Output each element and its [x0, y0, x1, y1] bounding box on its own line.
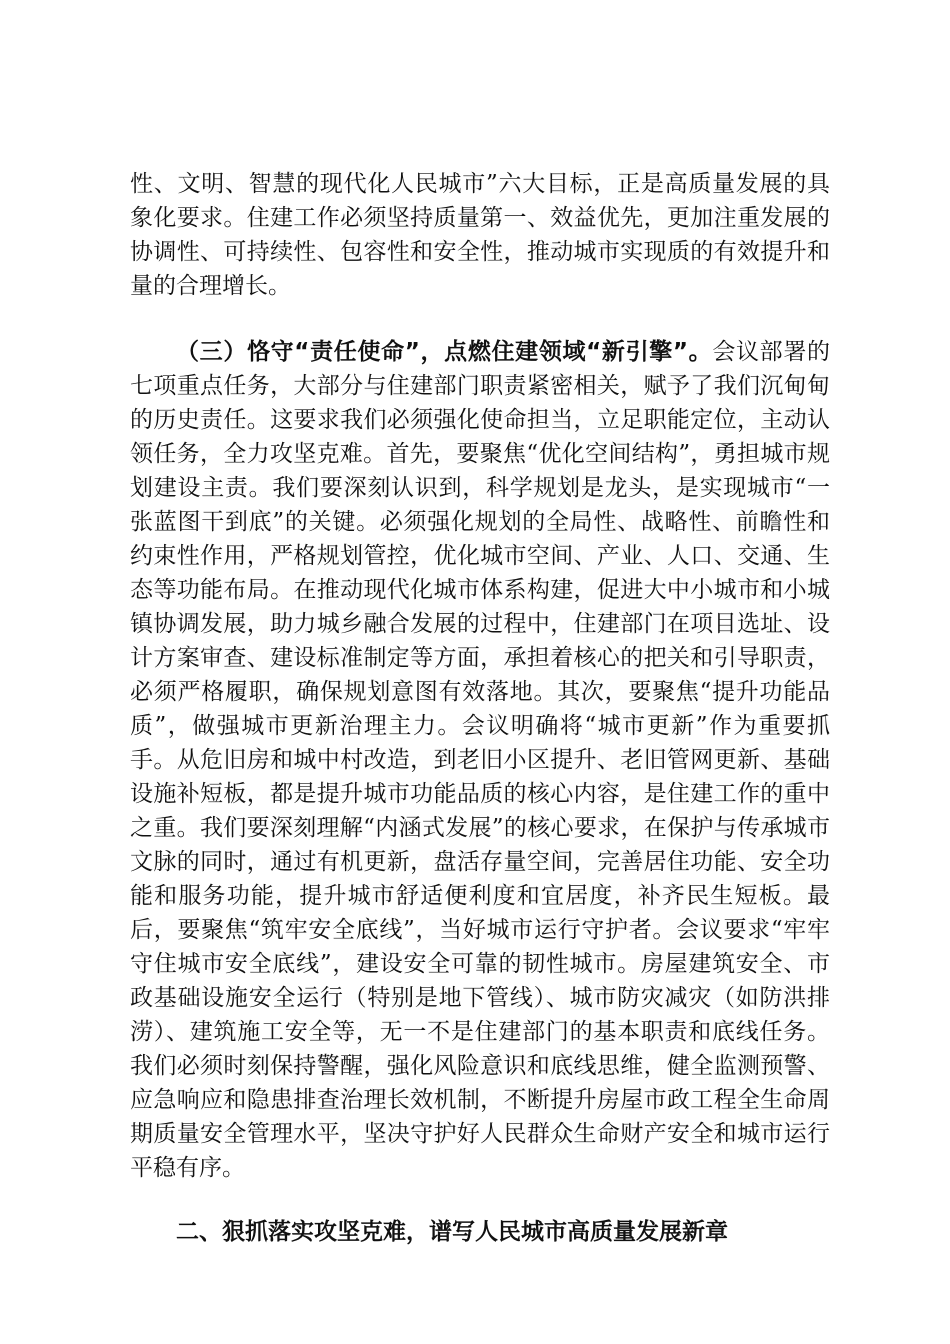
paragraph-goals: 性、文明、智慧的现代化人民城市”六大目标，正是高质量发展的具象化要求。住建工作必须坚持质量第一、效益优先，更加注重发展的协调性、可持续性、包容性和安全性，推动城市实现质的有效提升和量的合理增长。: [130, 171, 830, 299]
paragraph-lead-heading: （三）恪守“责任使命”，点燃住建领域“新引擎”。: [176, 339, 713, 365]
section-heading: 二、狠抓落实攻坚克难，谱写人民城市高质量发展新章: [176, 1219, 728, 1245]
paragraph-body: 会议部署的七项重点任务，大部分与住建部门职责紧密相关，赋予了我们沉甸甸的历史责任。这要求我们必须强化使命担当，立足职能定位，主动认领任务，全力攻坚克难。首先，要聚焦“优化空间结构”，勇担城市规划建设主责。我们要深刻认识到，科学规划是龙头，是实现城市“一张蓝图干到底”的关键。必须强化规划的全局性、战略性、前瞻性和约束性作用，严格规划管控，优化城市空间、产业、人口、交通、生态等功能布局。在推动现代化城市体系构建，促进大中小城市和小城镇协调发展，助力城乡融合发展的过程中，住建部门在项目选址、设计方案审查、建设标准制定等方面，承担着核心的把关和引导职责，必须严格履职，确保规划意图有效落地。其次，要聚焦“提升功能品质”，做强城市更新治理主力。会议明确将“城市更新”作为重要抓手。从危旧房和城中村改造，到老旧小区提升、老旧管网更新、基础设施补短板，都是提升城市功能品质的核心内容，是住建工作的重中之重。我们要深刻理解“内涵式发展”的核心要求，在保护与传承城市文脉的同时，通过有机更新，盘活存量空间，完善居住功能、安全功能和服务功能，提升城市舒适便利度和宜居度，补齐民生短板。最后，要聚焦“筑牢安全底线”，当好城市运行守护者。会议要求“牢牢守住城市安全底线”，建设安全可靠的韧性城市。房屋建筑安全、市政基础设施安全运行（特别是地下管线）、城市防灾减灾（如防洪排涝）、建筑施工安全等，无一不是住建部门的基本职责和底线任务。我们必须时刻保持警醒，强化风险意识和底线思维，健全监测预警、应急响应和隐患排查治理长效机制，不断提升房屋市政工程全生命周期质量安全管理水平，坚决守护好人民群众生命财产安全和城市运行平稳有序。: [130, 339, 831, 1181]
document-body: [130, 167, 830, 1249]
paragraph-responsibility: [130, 335, 830, 1185]
